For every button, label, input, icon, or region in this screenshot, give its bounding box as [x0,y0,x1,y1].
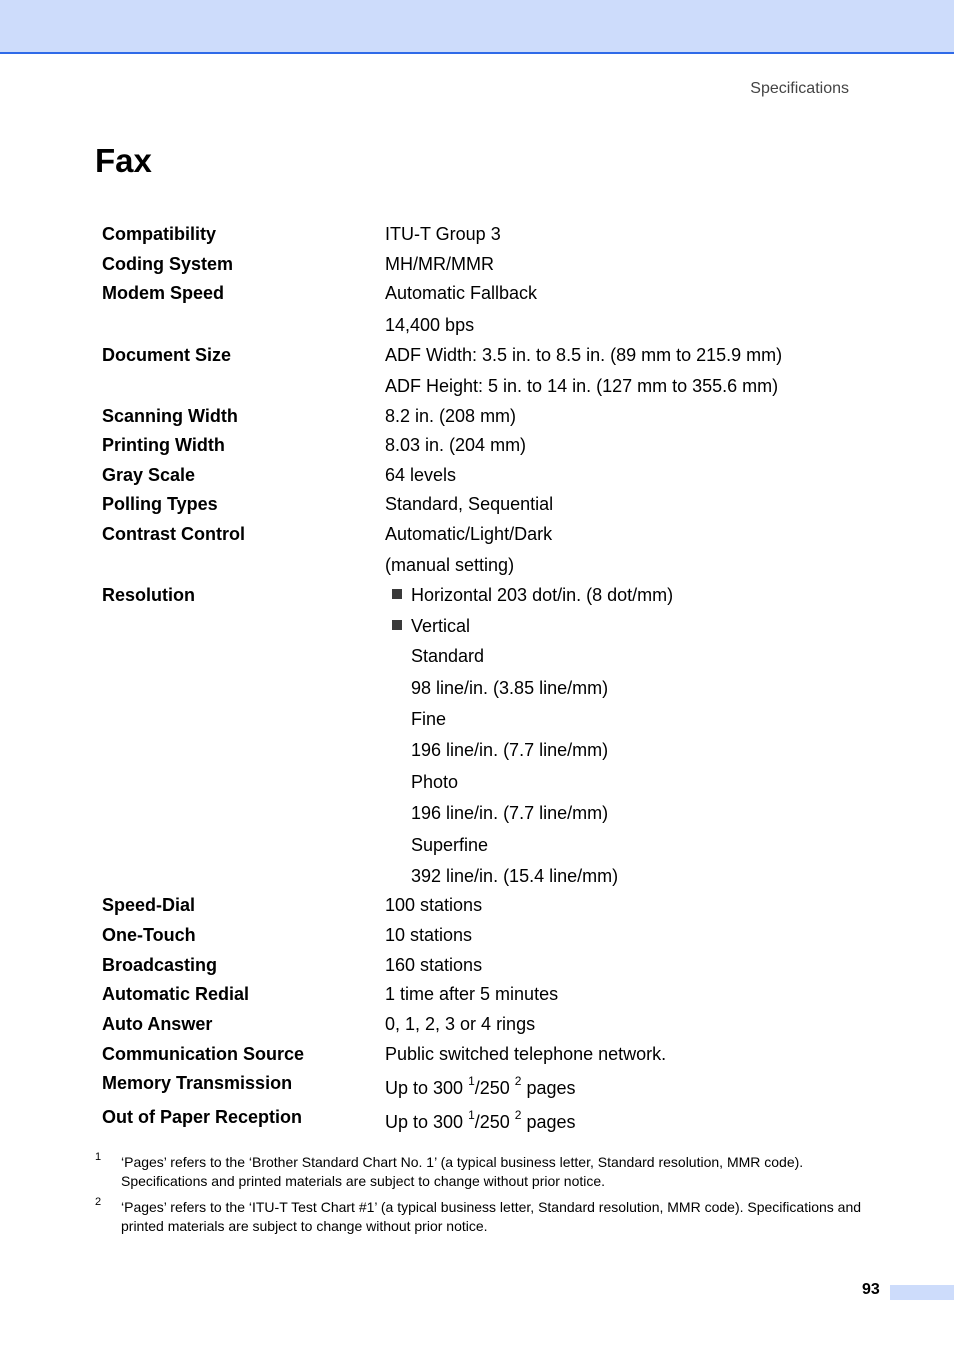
spec-value-scanning-width: 8.2 in. (208 mm) [385,406,517,426]
spec-label-out-of-paper-reception: Out of Paper Reception [102,1107,303,1127]
spec-resolution-standard-value: 98 line/in. (3.85 line/mm) [411,678,609,698]
spec-resolution-superfine-value: 392 line/in. (15.4 line/mm) [411,866,619,886]
value-mid: /250 [474,1078,515,1098]
spec-value-adf-height: ADF Height: 5 in. to 14 in. (127 mm to 355.6 mm) [385,376,779,396]
spec-value-broadcasting: 160 stations [385,955,483,975]
value-suffix: pages [521,1112,576,1132]
spec-label-automatic-redial: Automatic Redial [102,984,250,1004]
page-tab [890,1285,954,1300]
spec-resolution-photo: Photo [411,772,459,792]
spec-value-modem-speed-bps: 14,400 bps [385,315,475,335]
footnote-ref-2: 2 [514,1108,522,1122]
spec-label-speed-dial: Speed-Dial [102,895,196,915]
spec-value-resolution-vertical: Vertical [411,616,471,636]
spec-label-memory-transmission: Memory Transmission [102,1073,293,1093]
spec-resolution-superfine: Superfine [411,835,489,855]
spec-resolution-fine-value: 196 line/in. (7.7 line/mm) [411,740,609,760]
spec-value-contrast-control: Automatic/Light/Dark [385,524,553,544]
spec-label-coding-system: Coding System [102,254,234,274]
spec-label-contrast-control: Contrast Control [102,524,245,544]
footnote-ref-2: 2 [514,1074,522,1088]
section-header: Specifications [750,80,849,97]
spec-resolution-fine: Fine [411,709,447,729]
spec-label-document-size: Document Size [102,345,232,365]
spec-label-gray-scale: Gray Scale [102,465,196,485]
value-prefix: Up to 300 [385,1112,469,1132]
spec-value-adf-width: ADF Width: 3.5 in. to 8.5 in. (89 mm to 215.9 mm) [385,345,783,365]
spec-value-gray-scale: 64 levels [385,465,457,485]
spec-value-one-touch: 10 stations [385,925,473,945]
spec-value-coding-system: MH/MR/MMR [385,254,494,274]
footnote-ref-1: 1 [468,1108,475,1122]
spec-value-communication-source: Public switched telephone network. [385,1044,667,1064]
footnote-number: 2 [95,1196,102,1208]
spec-value-printing-width: 8.03 in. (204 mm) [385,435,527,455]
spec-label-printing-width: Printing Width [102,435,225,455]
footnote-text: ‘Pages’ refers to the ‘ITU-T Test Chart #1’ (a typical business letter, Standard resolution, MMR code). Specifications and printed materials are subject to change without prior notice. [121,1199,862,1234]
spec-value-out-of-paper-reception [385,1108,576,1133]
spec-value-resolution-horizontal: Horizontal 203 dot/in. (8 dot/mm) [411,585,674,605]
spec-label-modem-speed: Modem Speed [102,283,225,303]
spec-label-auto-answer: Auto Answer [102,1014,213,1034]
value-suffix: pages [521,1078,576,1098]
spec-label-communication-source: Communication Source [102,1044,305,1064]
square-bullet-icon [392,589,402,599]
header-band [0,0,954,54]
footnote-number: 1 [95,1151,102,1163]
spec-value-speed-dial: 100 stations [385,895,483,915]
spec-value-polling-types: Standard, Sequential [385,494,554,514]
value-prefix: Up to 300 [385,1078,469,1098]
spec-value-automatic-redial: 1 time after 5 minutes [385,984,559,1004]
page-title: Fax [95,142,152,179]
page-number: 93 [862,1281,880,1298]
spec-label-broadcasting: Broadcasting [102,955,218,975]
spec-resolution-photo-value: 196 line/in. (7.7 line/mm) [411,803,609,823]
spec-label-one-touch: One-Touch [102,925,196,945]
spec-label-polling-types: Polling Types [102,494,218,514]
footnote-text: ‘Pages’ refers to the ‘Brother Standard Chart No. 1’ (a typical business letter, Standard resolution, MMR code). Specifications and printed materials are subject to change without prior notice. [121,1154,804,1189]
spec-label-compatibility: Compatibility [102,224,217,244]
spec-value-contrast-manual: (manual setting) [385,555,515,575]
footnote-ref-1: 1 [468,1074,475,1088]
spec-label-scanning-width: Scanning Width [102,406,238,426]
spec-label-resolution: Resolution [102,585,195,605]
spec-value-modem-speed: Automatic Fallback [385,283,538,303]
spec-resolution-standard: Standard [411,646,485,666]
spec-value-compatibility: ITU-T Group 3 [385,224,501,244]
spec-value-auto-answer: 0, 1, 2, 3 or 4 rings [385,1014,536,1034]
square-bullet-icon [392,620,402,630]
value-mid: /250 [474,1112,515,1132]
spec-value-memory-transmission [385,1074,576,1099]
